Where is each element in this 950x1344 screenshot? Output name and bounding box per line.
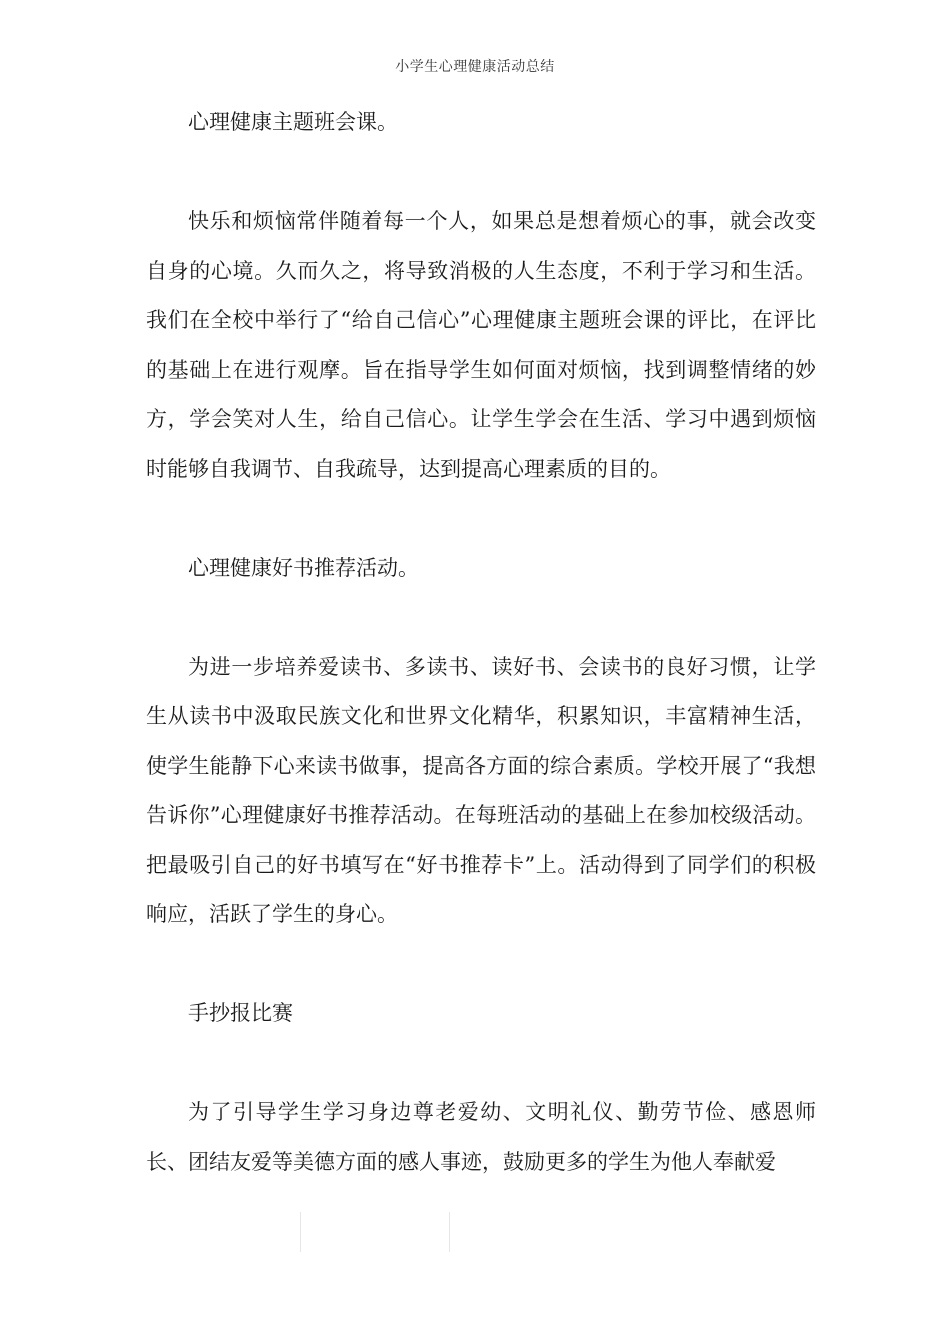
section-body-book-recommendation: 为进一步培养爱读书、多读书、读好书、会读书的良好习惯，让学生从读书中汲取民族文化和世界文化精华，积累知识，丰富精神生活，使学生能静下心来读书做事，提高各方面的综合素质。学校开展了“我想告诉你”心理健康好书推荐活动。在每班活动的基础上在参加校级活动。把最吸引自己的好书填写在“好书推荐卡”上。活动得到了同学们的积极响应，活跃了学生的身心。: [146, 654, 816, 926]
section-heading-book-recommendation: 心理健康好书推荐活动。: [188, 555, 419, 580]
section-body-handwritten-newspaper: 为了引导学生学习身边尊老爱幼、文明礼仪、勤劳节俭、感恩师长、团结友爱等美德方面的感人事迹，鼓励更多的学生为他人奉献爱: [146, 1100, 816, 1174]
section-heading-handwritten-newspaper: 手抄报比赛: [188, 1001, 293, 1025]
document-body: [146, 98, 816, 1237]
section-body-class-meeting: 快乐和烦恼常伴随着每一个人，如果总是想着烦心的事，就会改变自身的心境。久而久之，将导致消极的人生态度，不利于学习和生活。我们在全校中举行了“给自己信心”心理健康主题班会课的评比，在评比的基础上在进行观摩。旨在指导学生如何面对烦恼，找到调整情绪的妙方，学会笑对人生，给自己信心。让学生学会在生活、学习中遇到烦恼时能够自我调节、自我疏导，达到提高心理素质的目的。: [146, 209, 816, 481]
section-heading-class-meeting: 心理健康主题班会课。: [188, 110, 398, 134]
footer-divider: [300, 1212, 450, 1252]
running-header: 小学生心理健康活动总结: [395, 59, 555, 75]
